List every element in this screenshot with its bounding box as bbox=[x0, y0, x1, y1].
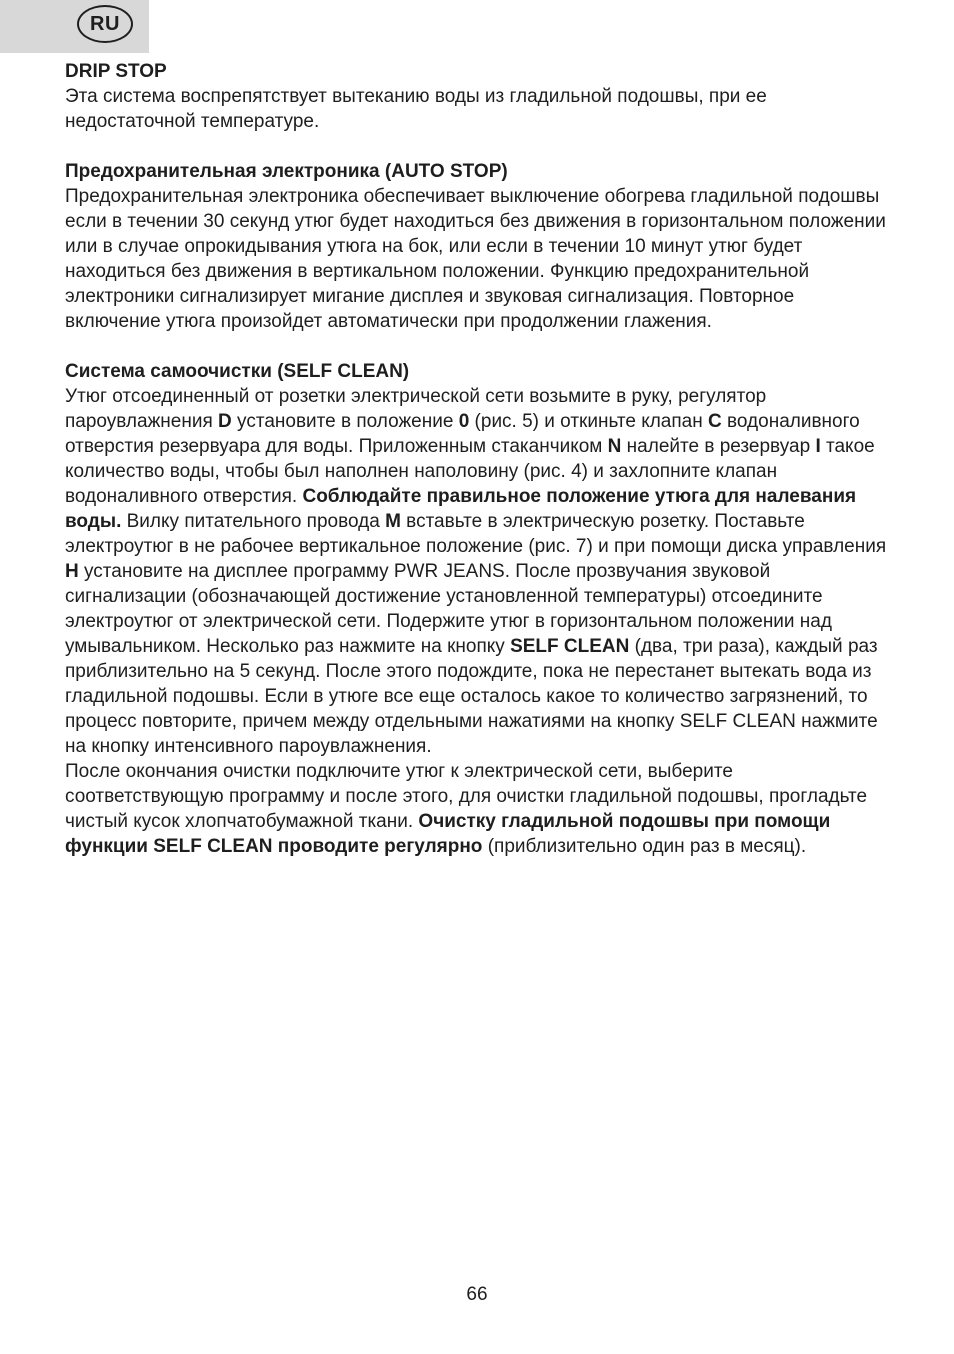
section-paragraph bbox=[65, 384, 895, 759]
page-number: 66 bbox=[466, 1284, 488, 1305]
part-label: C bbox=[708, 411, 722, 432]
text-run: (два, три раза), каждый раз приблизительно на 5 секунд. После этого подождите, пока не перестанет вытекать вода из гладильной подошвы. Если в утюге все еще осталось какое то количество загрязнений, то процесс повторите, причем между отдельными нажатиями на кнопку SELF CLEAN нажмите на кнопку интенсивного пароувлажнения. bbox=[65, 636, 878, 757]
text-run: установите в положение bbox=[231, 411, 459, 432]
section-paragraph: Предохранительная электроника обеспечивает выключение обогрева гладильной подошвы если в течении 30 секунд утюг будет находиться без движения в горизонтальном положении или в случае опрокидывания утюга на бок, или если в течении 10 минут утюг будет находиться без движения в вертикальном положении. Функцию предохранительной электроники сигнализирует мигание дисплея и звуковая сигнализация. Повторное включение утюга произойдет автоматически при продолжении глажения. bbox=[65, 186, 886, 332]
section-drip-stop bbox=[65, 59, 895, 134]
text-run: такое количество воды, чтобы был наполнен наполовину (рис. 4) и захлопните клапан водоналивного отверстия. bbox=[65, 436, 875, 507]
manual-content bbox=[65, 59, 895, 859]
part-label: I bbox=[815, 436, 821, 457]
text-run: Вилку питательного провода bbox=[121, 511, 386, 532]
language-badge: RU bbox=[77, 5, 133, 43]
emphasis-text: Очистку гладильной подошвы при помощи функции SELF CLEAN проводите регулярно bbox=[65, 811, 831, 857]
section-heading: DRIP STOP bbox=[65, 61, 167, 82]
part-label: N bbox=[607, 436, 622, 457]
section-heading: Предохранительная электроника (AUTO STOP) bbox=[65, 161, 508, 182]
button-name: SELF CLEAN bbox=[510, 636, 630, 657]
language-tab bbox=[0, 0, 149, 53]
text-run: налейте в резервуар bbox=[621, 436, 816, 457]
setting-value: 0 bbox=[458, 411, 470, 432]
text-run: Утюг отсоединенный от розетки электрической сети возьмите в руку, регулятор пароувлажнения bbox=[65, 386, 767, 432]
section-self-clean bbox=[65, 359, 895, 859]
part-label: D bbox=[218, 411, 232, 432]
part-label: M bbox=[385, 511, 401, 532]
text-run: установите на дисплее программу PWR JEANS. После прозвучания звуковой сигнализации (обозначающей достижение установленной температуры) отсоедините электроутюг от электрической сети. Подержите утюг в горизонтальном положении над умывальником. Несколько раз нажмите на кнопку bbox=[65, 561, 832, 657]
text-run: вставьте в электрическую розетку. Поставьте электроутюг в не рабочее вертикальное положение (рис. 7) и при помощи диска управления bbox=[65, 511, 887, 557]
text-run: (рис. 5) и откиньте клапан bbox=[469, 411, 708, 432]
section-auto-stop bbox=[65, 159, 895, 334]
part-label: H bbox=[65, 561, 79, 582]
text-run: (приблизительно один раз в месяц). bbox=[482, 836, 807, 857]
section-paragraph bbox=[65, 759, 895, 859]
emphasis-text: Соблюдайте правильное положение утюга для налевания воды. bbox=[65, 486, 857, 532]
text-run: водоналивного отверстия резервуара для воды. Приложенным стаканчиком bbox=[65, 411, 860, 457]
section-heading: Система самоочистки (SELF CLEAN) bbox=[65, 361, 410, 382]
section-paragraph: Эта система воспрепятствует вытеканию воды из гладильной подошвы, при ее недостаточной температуре. bbox=[65, 86, 767, 132]
text-run: После окончания очистки подключите утюг к электрической сети, выберите соответствующую программу и после этого, для очистки гладильной подошвы, прогладьте чистый кусок хлопчатобумажной ткани. bbox=[65, 761, 868, 832]
